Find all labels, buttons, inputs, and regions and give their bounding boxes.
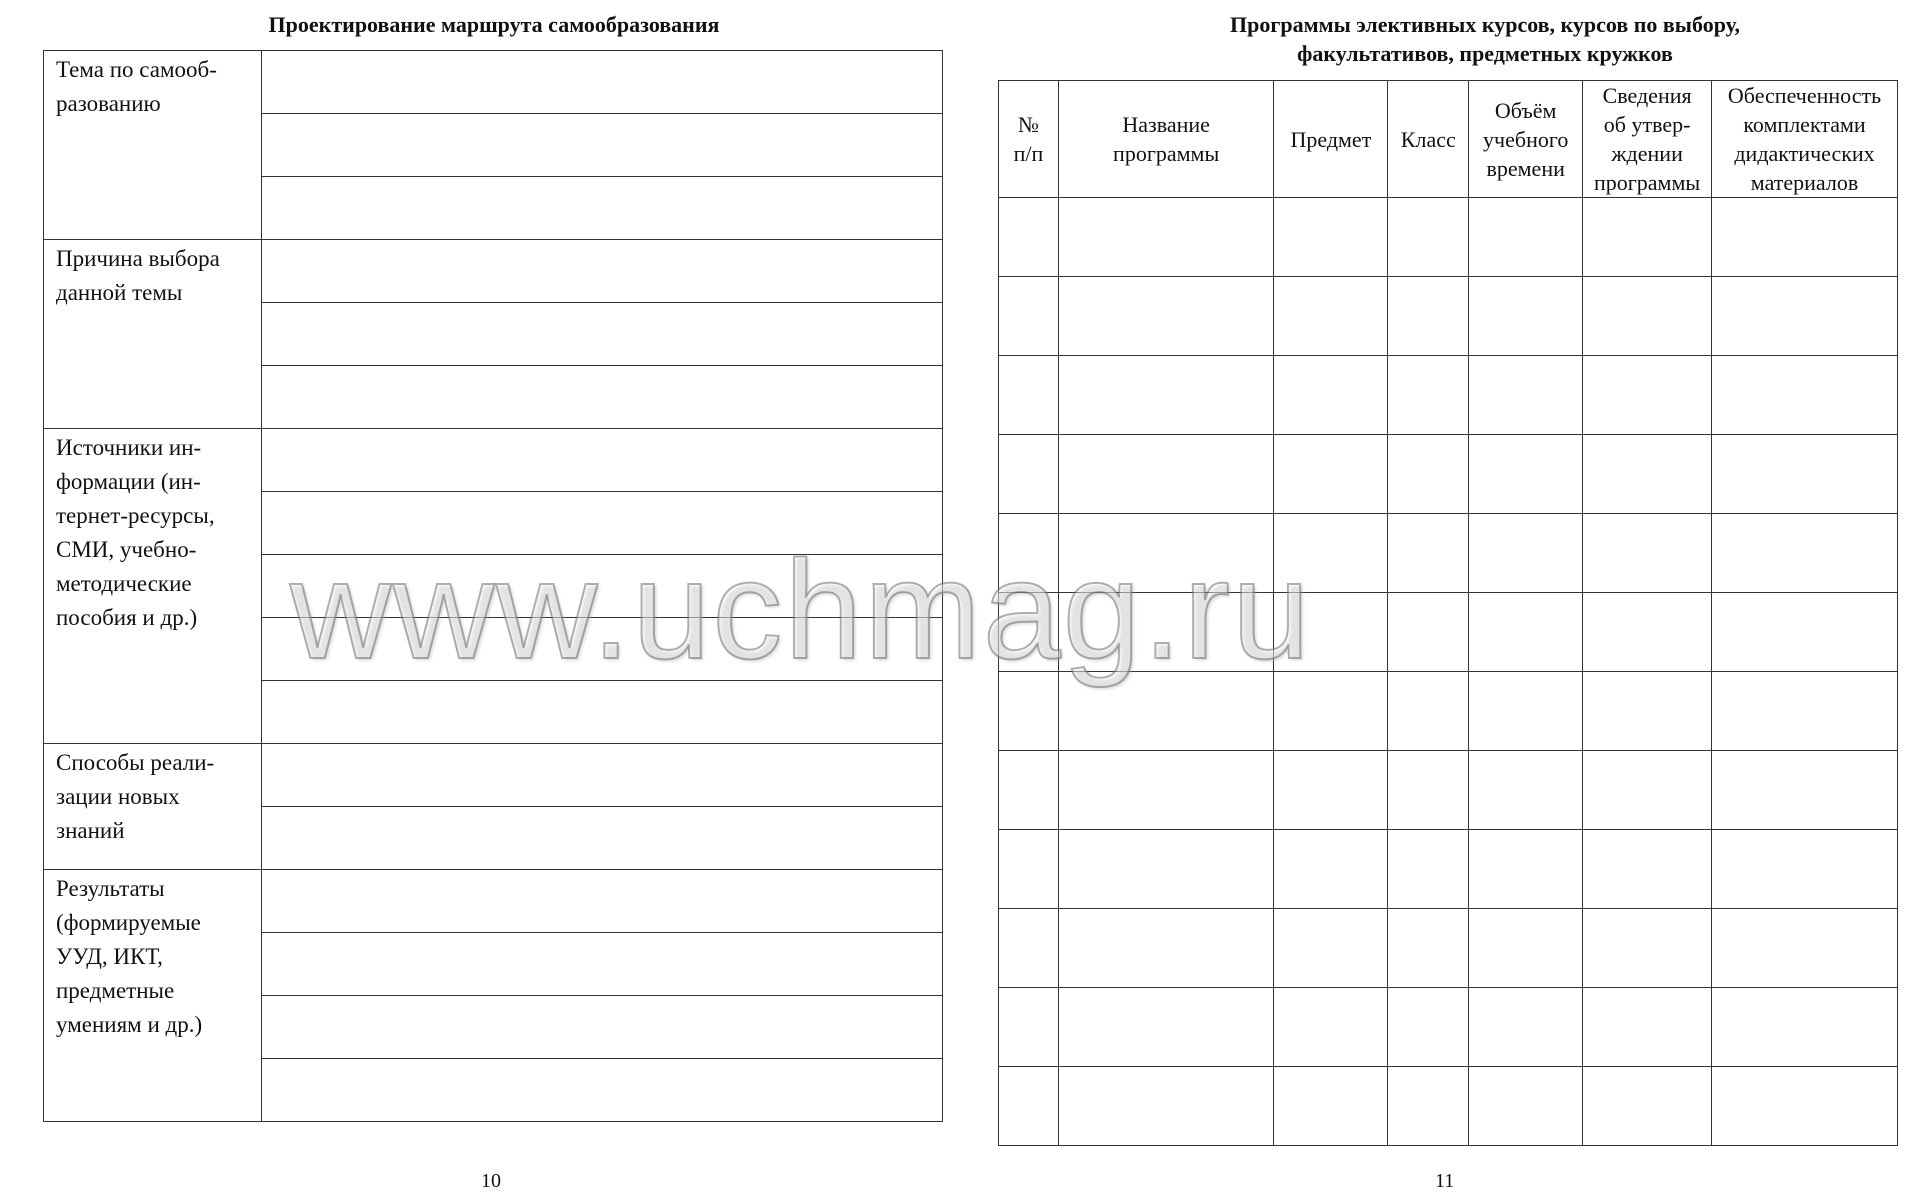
- table-cell[interactable]: [1388, 277, 1469, 356]
- table-cell[interactable]: [999, 830, 1059, 909]
- route-fill-line[interactable]: [262, 366, 943, 429]
- route-title: Проектирование маршрута самообразования: [268, 12, 720, 37]
- table-cell[interactable]: [1274, 435, 1388, 514]
- table-cell[interactable]: [1058, 277, 1274, 356]
- route-fill-line[interactable]: [262, 555, 943, 618]
- table-cell[interactable]: [1469, 672, 1583, 751]
- table-cell[interactable]: [1058, 751, 1274, 830]
- table-cell[interactable]: [1583, 277, 1712, 356]
- route-row: [44, 51, 943, 114]
- table-cell[interactable]: [1469, 277, 1583, 356]
- table-row: [999, 356, 1898, 435]
- table-cell[interactable]: [999, 514, 1059, 593]
- table-cell[interactable]: [1388, 830, 1469, 909]
- table-cell[interactable]: [1274, 593, 1388, 672]
- table-cell[interactable]: [1058, 198, 1274, 277]
- table-cell[interactable]: [1712, 909, 1898, 988]
- route-row: [44, 240, 943, 303]
- table-row: [999, 751, 1898, 830]
- table-cell[interactable]: [1583, 672, 1712, 751]
- table-cell[interactable]: [1583, 198, 1712, 277]
- route-row: [44, 744, 943, 807]
- route-fill-line[interactable]: [262, 429, 943, 492]
- table-row: [999, 909, 1898, 988]
- column-header: Класс: [1388, 81, 1469, 198]
- table-cell[interactable]: [1712, 514, 1898, 593]
- table-cell[interactable]: [1712, 277, 1898, 356]
- route-fill-line[interactable]: [262, 807, 943, 870]
- table-cell[interactable]: [1712, 435, 1898, 514]
- table-cell[interactable]: [1583, 514, 1712, 593]
- table-cell[interactable]: [1388, 909, 1469, 988]
- route-row-label: Способы реали- зации новых знаний: [44, 744, 262, 870]
- table-cell[interactable]: [1583, 356, 1712, 435]
- route-fill-line[interactable]: [262, 51, 943, 114]
- column-header: Сведения об утвер- ждении программы: [1583, 81, 1712, 198]
- table-cell[interactable]: [1388, 751, 1469, 830]
- table-cell[interactable]: [1388, 356, 1469, 435]
- table-cell[interactable]: [999, 672, 1059, 751]
- table-cell[interactable]: [1388, 988, 1469, 1067]
- table-cell[interactable]: [1469, 198, 1583, 277]
- table-cell[interactable]: [1274, 514, 1388, 593]
- table-cell[interactable]: [1388, 672, 1469, 751]
- elective-programs-table: [998, 80, 1898, 1146]
- table-cell[interactable]: [1712, 751, 1898, 830]
- self-education-route-table: [43, 50, 943, 1122]
- table-cell[interactable]: [1583, 593, 1712, 672]
- table-cell[interactable]: [1712, 198, 1898, 277]
- table-row: [999, 988, 1898, 1067]
- table-cell[interactable]: [1058, 830, 1274, 909]
- table-cell[interactable]: [1469, 593, 1583, 672]
- table-cell[interactable]: [1274, 1067, 1388, 1146]
- table-cell[interactable]: [1274, 672, 1388, 751]
- table-row: [999, 830, 1898, 909]
- table-cell[interactable]: [1469, 909, 1583, 988]
- table-cell[interactable]: [999, 593, 1059, 672]
- table-cell[interactable]: [1058, 356, 1274, 435]
- table-cell[interactable]: [1388, 514, 1469, 593]
- route-fill-line[interactable]: [262, 114, 943, 177]
- table-cell[interactable]: [1583, 751, 1712, 830]
- page-number-right: 11: [1435, 1170, 1455, 1192]
- table-cell[interactable]: [1469, 751, 1583, 830]
- table-cell[interactable]: [1058, 988, 1274, 1067]
- table-cell[interactable]: [1469, 514, 1583, 593]
- table-cell[interactable]: [1712, 593, 1898, 672]
- table-cell[interactable]: [1469, 830, 1583, 909]
- table-cell[interactable]: [999, 988, 1059, 1067]
- table-cell[interactable]: [1274, 751, 1388, 830]
- right-page: [960, 0, 1920, 1196]
- column-header: Объём учебного времени: [1469, 81, 1583, 198]
- table-cell[interactable]: [999, 1067, 1059, 1146]
- table-cell[interactable]: [1388, 1067, 1469, 1146]
- route-fill-line[interactable]: [262, 681, 943, 744]
- table-row: [999, 672, 1898, 751]
- table-cell[interactable]: [1274, 988, 1388, 1067]
- route-row: [44, 429, 943, 492]
- table-cell[interactable]: [999, 198, 1059, 277]
- table-cell[interactable]: [1058, 435, 1274, 514]
- table-cell[interactable]: [1388, 593, 1469, 672]
- programs-title: Программы элективных курсов, курсов по выбору, факультативов, предметных кружков: [1230, 12, 1740, 66]
- table-cell[interactable]: [1469, 435, 1583, 514]
- table-cell[interactable]: [1274, 830, 1388, 909]
- table-cell[interactable]: [999, 277, 1059, 356]
- route-fill-line[interactable]: [262, 870, 943, 933]
- page-number-left: 10: [481, 1170, 501, 1192]
- route-row-label: Результаты (формируемые УУД, ИКТ, предметные умениям и др.): [44, 870, 262, 1122]
- table-cell[interactable]: [1058, 672, 1274, 751]
- column-header: № п/п: [999, 81, 1059, 198]
- route-row-label: Тема по самооб- разованию: [44, 51, 262, 240]
- table-cell[interactable]: [1712, 988, 1898, 1067]
- table-row: [999, 1067, 1898, 1146]
- table-cell[interactable]: [1274, 198, 1388, 277]
- column-header: Предмет: [1274, 81, 1388, 198]
- table-cell[interactable]: [1583, 988, 1712, 1067]
- table-cell[interactable]: [1583, 909, 1712, 988]
- table-row: [999, 435, 1898, 514]
- table-cell[interactable]: [1712, 1067, 1898, 1146]
- route-fill-line[interactable]: [262, 303, 943, 366]
- table-cell[interactable]: [1388, 198, 1469, 277]
- table-cell[interactable]: [1274, 277, 1388, 356]
- table-cell[interactable]: [1712, 356, 1898, 435]
- route-fill-line[interactable]: [262, 618, 943, 681]
- table-cell[interactable]: [1058, 909, 1274, 988]
- table-cell[interactable]: [1583, 435, 1712, 514]
- route-row-label: Причина выбора данной темы: [44, 240, 262, 429]
- route-row-label: Источники ин- формации (ин- тернет-ресурсы, СМИ, учебно- методические пособия и др.): [44, 429, 262, 744]
- table-cell[interactable]: [1388, 435, 1469, 514]
- route-fill-line[interactable]: [262, 492, 943, 555]
- table-row: [999, 593, 1898, 672]
- route-fill-line[interactable]: [262, 177, 943, 240]
- table-cell[interactable]: [1058, 514, 1274, 593]
- table-cell[interactable]: [1712, 672, 1898, 751]
- table-row: [999, 198, 1898, 277]
- route-fill-line[interactable]: [262, 744, 943, 807]
- route-fill-line[interactable]: [262, 996, 943, 1059]
- table-cell[interactable]: [1058, 593, 1274, 672]
- watermark: www.uchmag.ru: [290, 531, 1312, 688]
- table-cell[interactable]: [999, 751, 1059, 830]
- route-row: [44, 870, 943, 933]
- table-cell[interactable]: [999, 909, 1059, 988]
- table-cell[interactable]: [1058, 1067, 1274, 1146]
- route-fill-line[interactable]: [262, 240, 943, 303]
- route-fill-line[interactable]: [262, 1059, 943, 1122]
- table-cell[interactable]: [1712, 830, 1898, 909]
- table-cell[interactable]: [999, 356, 1059, 435]
- table-cell[interactable]: [1469, 1067, 1583, 1146]
- column-header: Обеспеченность комплектами дидактических материалов: [1712, 81, 1898, 198]
- table-cell[interactable]: [1274, 356, 1388, 435]
- column-header: Название программы: [1058, 81, 1274, 198]
- table-row: [999, 277, 1898, 356]
- table-row: [999, 514, 1898, 593]
- table-cell[interactable]: [1469, 356, 1583, 435]
- table-cell[interactable]: [1469, 988, 1583, 1067]
- table-cell[interactable]: [1583, 1067, 1712, 1146]
- table-cell[interactable]: [1274, 909, 1388, 988]
- route-fill-line[interactable]: [262, 933, 943, 996]
- table-cell[interactable]: [1583, 830, 1712, 909]
- table-cell[interactable]: [999, 435, 1059, 514]
